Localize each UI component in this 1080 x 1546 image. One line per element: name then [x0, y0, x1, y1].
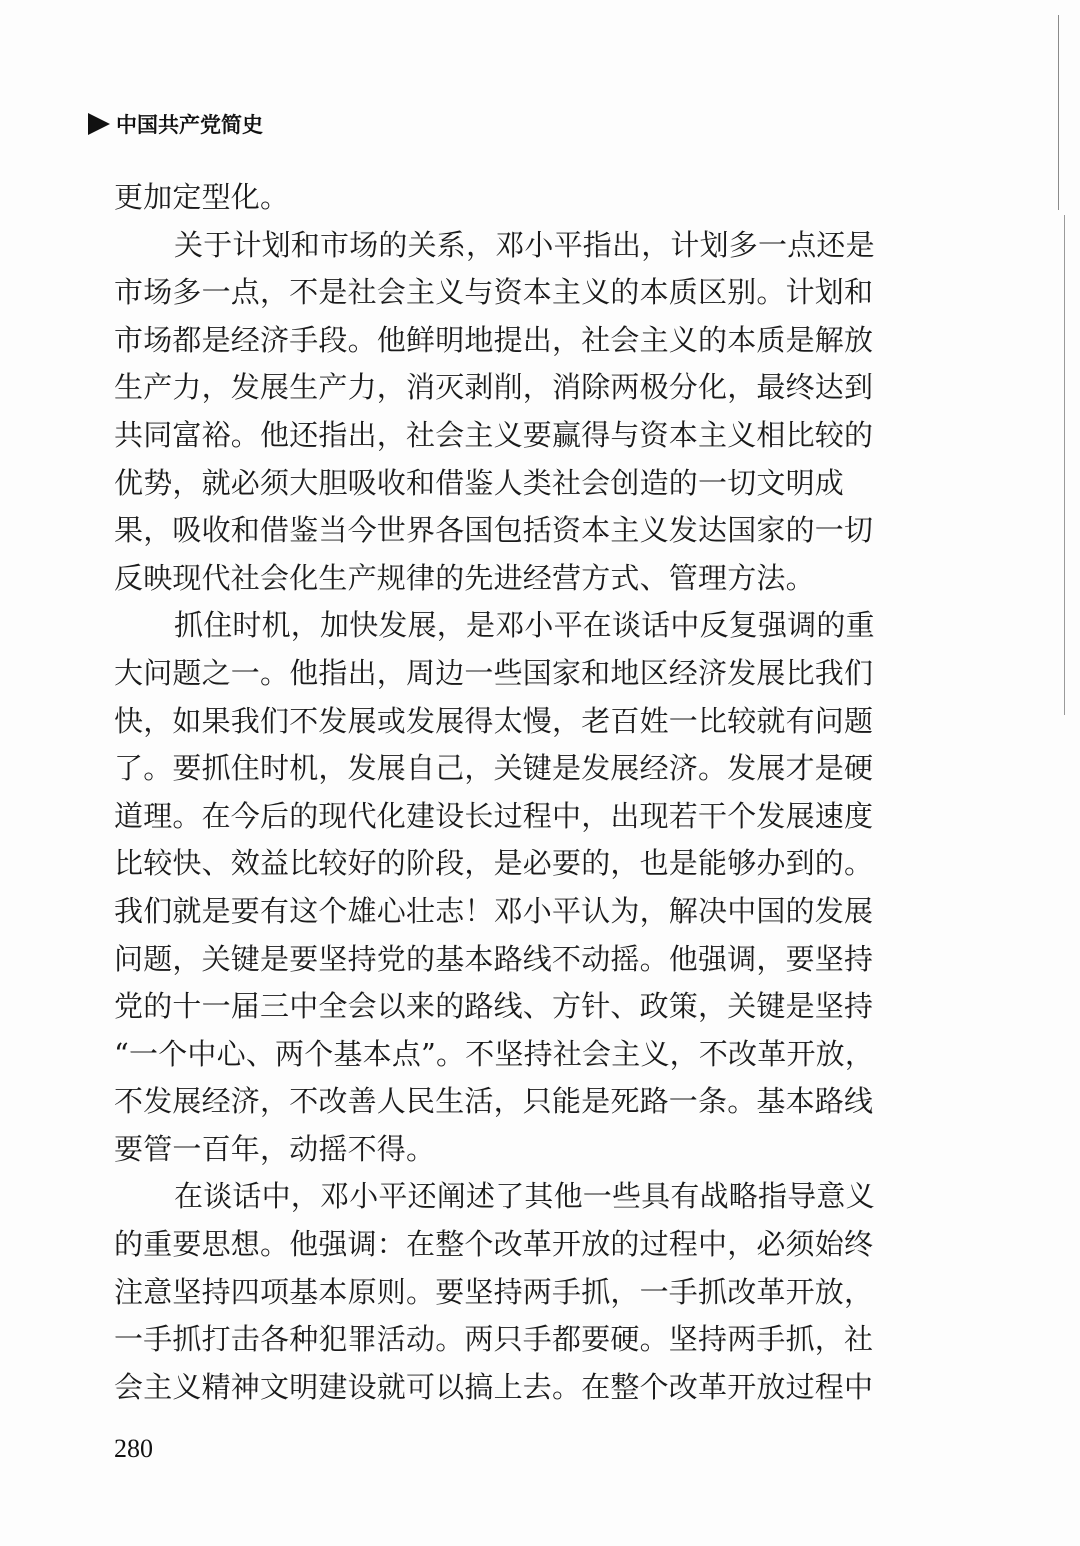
text-line: 快，如果我们不发展或发展得太慢，老百姓一比较就有问题 [114, 703, 874, 738]
text-line: “一个中心、两个基本点”。不坚持社会主义，不改革开放， [114, 1036, 875, 1071]
text-line: 抓住时机，加快发展，是邓小平在谈话中反复强调的重 [174, 608, 875, 643]
scan-edge-line [1064, 215, 1065, 715]
text-line: 在谈话中，邓小平还阐述了其他一些具有战略指导意义 [174, 1179, 875, 1214]
text-line: 一手抓打击各种犯罪活动。两只手都要硬。坚持两手抓，社 [114, 1322, 874, 1357]
text-line: 的重要思想。他强调：在整个改革开放的过程中，必须始终 [114, 1227, 874, 1262]
running-title: 中国共产党简史 [116, 113, 263, 137]
text-line: 注意坚持四项基本原则。要坚持两手抓，一手抓改革开放， [114, 1274, 874, 1309]
text-line: 道理。在今后的现代化建设长过程中，出现若干个发展速度 [114, 798, 874, 833]
text-line: 关于计划和市场的关系，邓小平指出，计划多一点还是 [174, 227, 875, 262]
text-line: 不发展经济，不改善人民生活，只能是死路一条。基本路线 [114, 1084, 874, 1119]
text-line: 了。要抓住时机，发展自己，关键是发展经济。发展才是硬 [114, 751, 874, 786]
text-line: 我们就是要有这个雄心壮志！邓小平认为，解决中国的发展 [114, 893, 874, 928]
text-line: 比较快、效益比较好的阶段，是必要的，也是能够办到的。 [114, 846, 874, 881]
text-line: 市场都是经济手段。他鲜明地提出，社会主义的本质是解放 [114, 322, 874, 357]
text-line: 共同富裕。他还指出，社会主义要赢得与资本主义相比较的 [114, 417, 874, 452]
text-line: 会主义精神文明建设就可以搞上去。在整个改革开放过程中 [114, 1369, 874, 1404]
text-line: 市场多一点，不是社会主义与资本主义的本质区别。计划和 [114, 275, 874, 310]
text-line: 优势，就必须大胆吸收和借鉴人类社会创造的一切文明成 [114, 465, 845, 500]
text-line: 要管一百年，动摇不得。 [114, 1131, 436, 1166]
text-line: 果，吸收和借鉴当今世界各国包括资本主义发达国家的一切 [114, 513, 874, 548]
text-line: 问题，关键是要坚持党的基本路线不动摇。他强调，要坚持 [114, 941, 874, 976]
text-line: 生产力，发展生产力，消灭剥削，消除两极分化，最终达到 [114, 370, 874, 405]
running-head [88, 108, 263, 140]
text-line: 党的十一届三中全会以来的路线、方针、政策，关键是坚持 [114, 989, 874, 1024]
text-line: 大问题之一。他指出，周边一些国家和地区经济发展比我们 [114, 655, 874, 690]
body-text [114, 174, 904, 1411]
page-number: 280 [114, 1434, 153, 1463]
text-line: 反映现代社会化生产规律的先进经营方式、管理方法。 [114, 560, 815, 595]
scan-edge-line [1058, 15, 1059, 210]
text-line: 更加定型化。 [114, 180, 290, 214]
triangle-marker-icon [88, 113, 110, 135]
